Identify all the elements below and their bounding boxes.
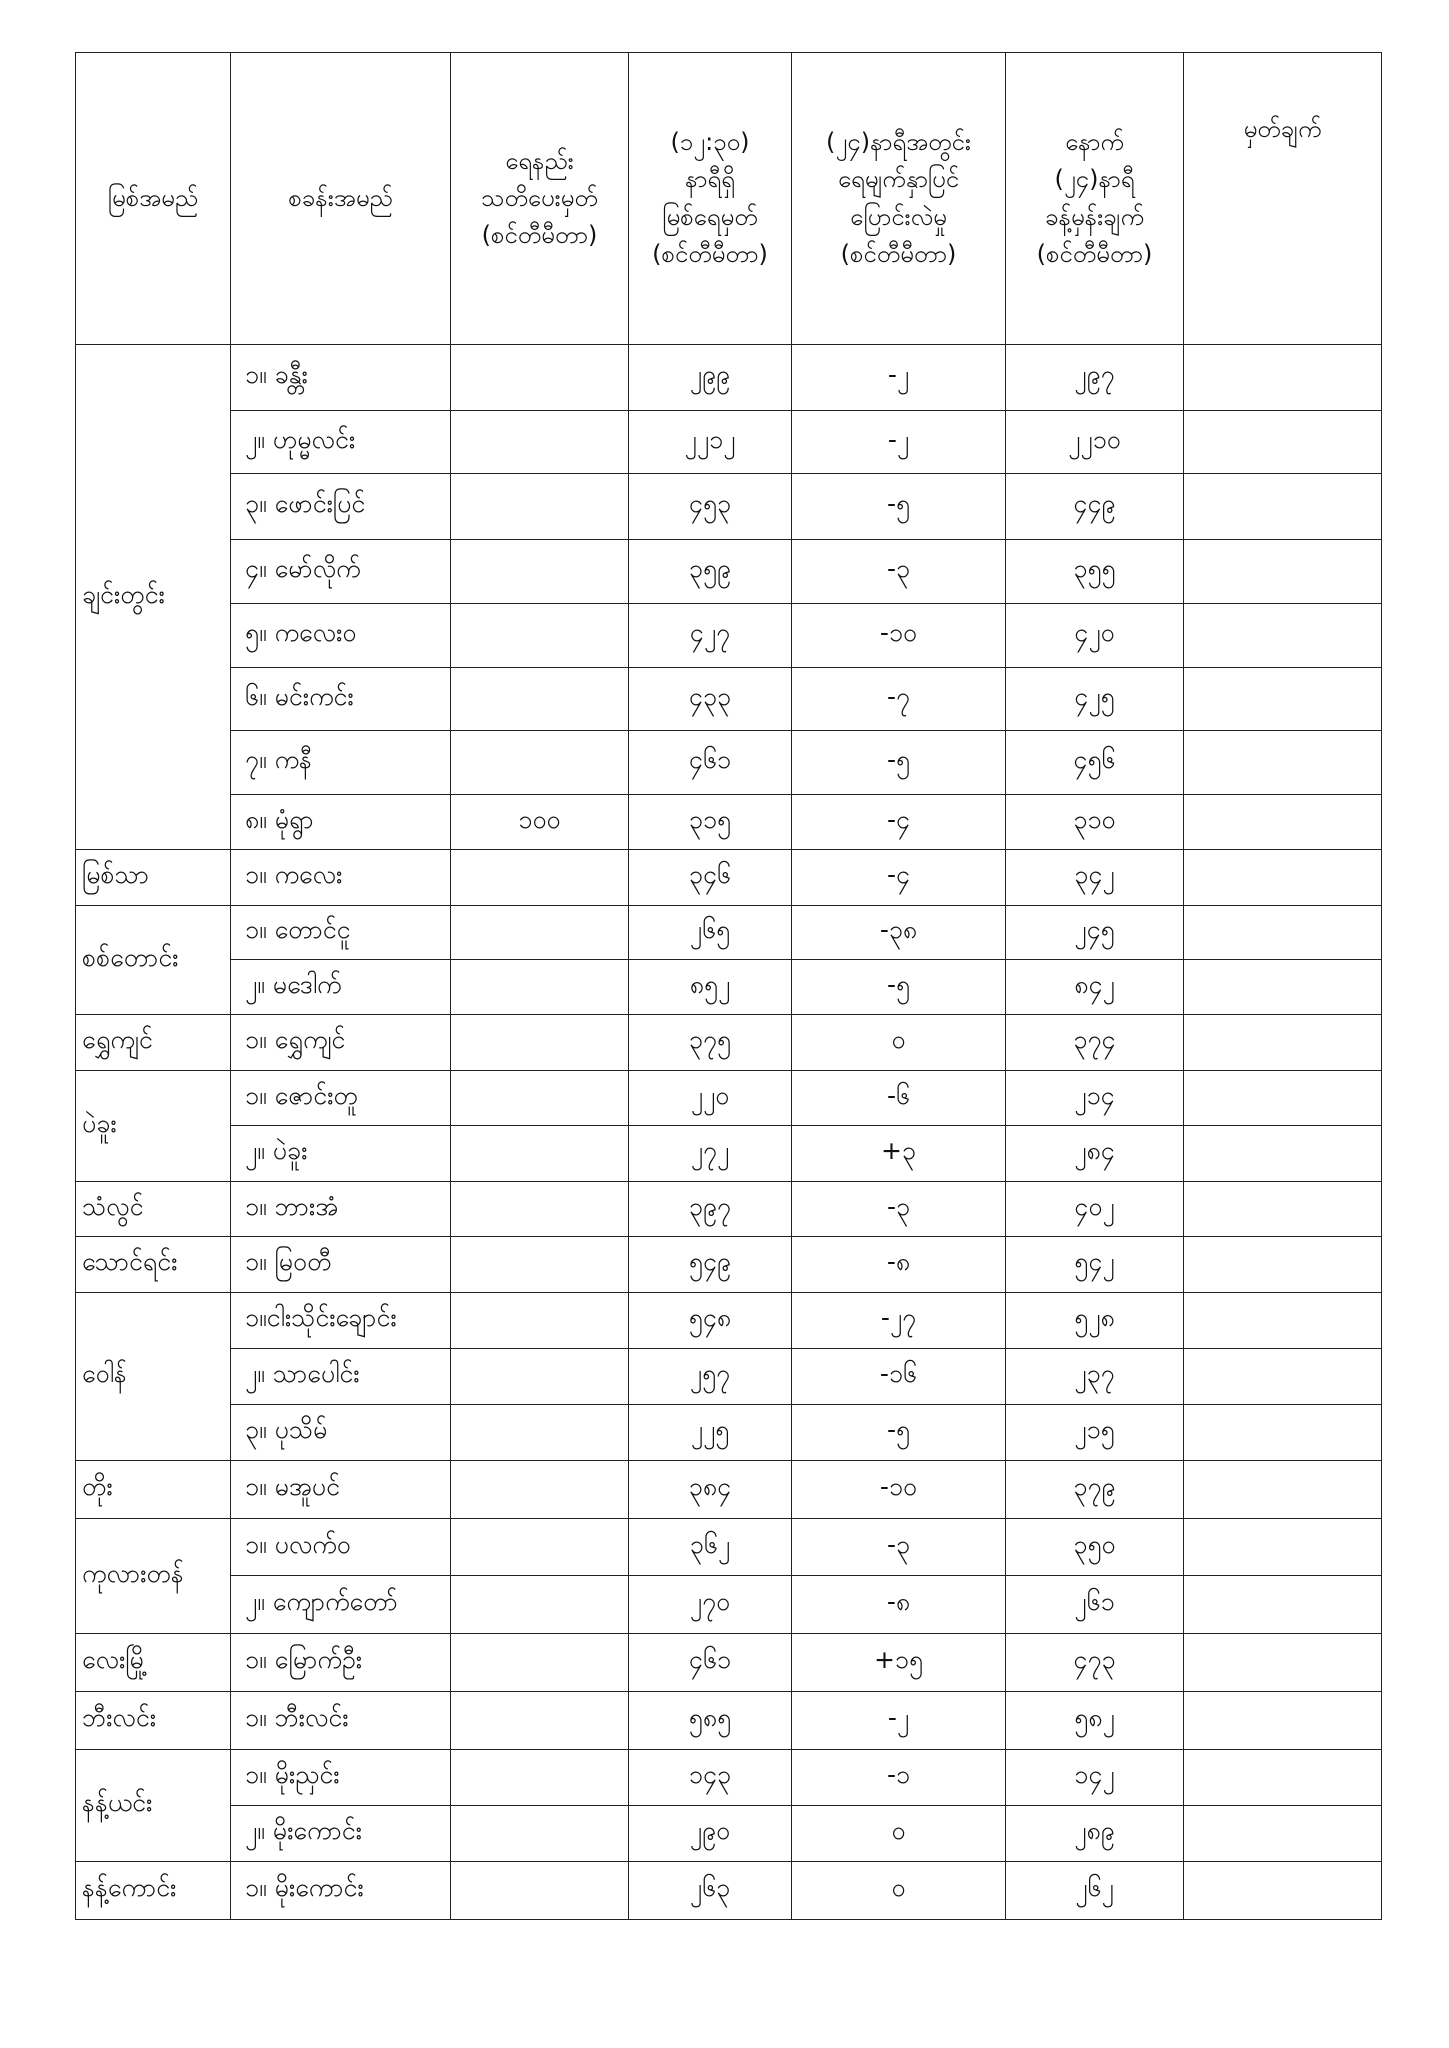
low-warning-cell <box>451 1349 629 1405</box>
level-change-cell: -၁၀ <box>792 604 1006 668</box>
header-station-name <box>231 53 451 345</box>
header-low-warning <box>451 53 629 345</box>
station-name-cell: ၁။ တောင်ငူ <box>231 906 451 960</box>
level-change-cell: -၄ <box>792 795 1006 850</box>
level-change-cell: -၅ <box>792 960 1006 1015</box>
station-name-cell: ၃။ ပုသိမ် <box>231 1405 451 1461</box>
remark-cell <box>1184 411 1382 474</box>
water-level-cell: ၂၇၀ <box>629 1576 792 1634</box>
low-warning-cell <box>451 604 629 668</box>
remark-cell <box>1184 731 1382 795</box>
header-24h-change <box>792 53 1006 345</box>
forecast-cell: ၄၀၂ <box>1006 1182 1184 1237</box>
table-row <box>76 474 1382 540</box>
remark-cell <box>1184 1237 1382 1293</box>
water-level-cell: ၂၅၇ <box>629 1349 792 1405</box>
table-row <box>76 411 1382 474</box>
forecast-cell: ၃၇၉ <box>1006 1461 1184 1519</box>
river-name-cell: တိုး <box>76 1461 231 1519</box>
header-line: ရေမျက်နှာပြင် <box>837 165 960 194</box>
low-warning-cell <box>451 1862 629 1920</box>
level-change-cell: -၂ <box>792 1692 1006 1750</box>
forecast-cell: ၃၄၂ <box>1006 850 1184 906</box>
water-level-cell: ၂၂၀ <box>629 1071 792 1126</box>
station-name-cell: ၁။ ဘီးလင်း <box>231 1692 451 1750</box>
river-name-cell: စစ်တောင်း <box>76 906 231 1015</box>
remark-cell <box>1184 1126 1382 1182</box>
water-level-cell: ၃၁၅ <box>629 795 792 850</box>
table-row <box>76 604 1382 668</box>
station-name-cell: ၂။ ကျောက်တော် <box>231 1576 451 1634</box>
water-level-cell: ၂၉၀ <box>629 1806 792 1862</box>
station-name-cell: ၂။ ဟုမ္မလင်း <box>231 411 451 474</box>
river-name-cell: နန့်ကောင်း <box>76 1862 231 1920</box>
table-row <box>76 1405 1382 1461</box>
level-change-cell: -၅ <box>792 731 1006 795</box>
table-body <box>76 345 1382 1920</box>
level-change-cell: +၁၅ <box>792 1634 1006 1692</box>
river-name-cell: သံလွင် <box>76 1182 231 1237</box>
station-name-cell: ၈။ မုံရွာ <box>231 795 451 850</box>
header-line: မြစ်အမည် <box>107 183 199 212</box>
water-level-cell: ၃၆၂ <box>629 1519 792 1576</box>
table-row <box>76 1576 1382 1634</box>
river-level-table <box>75 52 1382 1920</box>
level-change-cell: -၇ <box>792 668 1006 731</box>
low-warning-cell <box>451 1182 629 1237</box>
remark-cell <box>1184 906 1382 960</box>
remark-cell <box>1184 540 1382 604</box>
header-next-24h-forecast <box>1006 53 1184 345</box>
level-change-cell: -၂ <box>792 411 1006 474</box>
header-line: (၁၂:၃၀) <box>670 128 750 157</box>
forecast-cell: ၄၄၉ <box>1006 474 1184 540</box>
station-name-cell: ၁။ မိုးညှင်း <box>231 1750 451 1806</box>
remark-cell <box>1184 1182 1382 1237</box>
low-warning-cell <box>451 731 629 795</box>
remark-cell <box>1184 795 1382 850</box>
level-change-cell: -၈ <box>792 1237 1006 1293</box>
station-name-cell: ၂။ မဒေါက် <box>231 960 451 1015</box>
forecast-cell: ၈၄၂ <box>1006 960 1184 1015</box>
station-name-cell: ၃။ ဖောင်းပြင် <box>231 474 451 540</box>
station-name-cell: ၅။ ကလေးဝ <box>231 604 451 668</box>
header-line: (၂၄)နာရီ <box>1054 165 1135 194</box>
low-warning-cell <box>451 668 629 731</box>
station-name-cell: ၁။ မြဝတီ <box>231 1237 451 1293</box>
level-change-cell: -၂၇ <box>792 1293 1006 1349</box>
remark-cell <box>1184 1692 1382 1750</box>
low-warning-cell: ၁၀၀ <box>451 795 629 850</box>
level-change-cell: ၀ <box>792 1806 1006 1862</box>
header-remark <box>1184 53 1382 345</box>
table-row <box>76 1015 1382 1071</box>
station-name-cell: ၁။ ရွှေကျင် <box>231 1015 451 1071</box>
water-level-cell: ၂၉၉ <box>629 345 792 411</box>
table-row <box>76 1071 1382 1126</box>
forecast-cell: ၂၆၂ <box>1006 1862 1184 1920</box>
station-name-cell: ၂။ မိုးကောင်း <box>231 1806 451 1862</box>
forecast-cell: ၃၇၄ <box>1006 1015 1184 1071</box>
water-level-cell: ၈၅၂ <box>629 960 792 1015</box>
table-row <box>76 345 1382 411</box>
level-change-cell: -၃၈ <box>792 906 1006 960</box>
remark-cell <box>1184 1405 1382 1461</box>
river-name-cell: ပဲခူး <box>76 1071 231 1182</box>
remark-cell <box>1184 1576 1382 1634</box>
forecast-cell: ၄၂၅ <box>1006 668 1184 731</box>
water-level-cell: ၄၆၁ <box>629 1634 792 1692</box>
header-river-name <box>76 53 231 345</box>
remark-cell <box>1184 1015 1382 1071</box>
station-name-cell: ၂။ သာပေါင်း <box>231 1349 451 1405</box>
forecast-cell: ၅၂၈ <box>1006 1293 1184 1349</box>
table-row <box>76 540 1382 604</box>
river-name-cell: နန့်ယင်း <box>76 1750 231 1862</box>
station-name-cell: ၁။ ပလက်ဝ <box>231 1519 451 1576</box>
forecast-cell: ၂၆၁ <box>1006 1576 1184 1634</box>
table-row <box>76 1461 1382 1519</box>
low-warning-cell <box>451 474 629 540</box>
level-change-cell: -၃ <box>792 1182 1006 1237</box>
remark-cell <box>1184 1461 1382 1519</box>
table-row <box>76 1349 1382 1405</box>
level-change-cell: -၆ <box>792 1071 1006 1126</box>
table-row <box>76 795 1382 850</box>
header-line: နောက် <box>1065 128 1124 157</box>
water-level-cell: ၃၇၅ <box>629 1015 792 1071</box>
forecast-cell: ၂၉၇ <box>1006 345 1184 411</box>
remark-cell <box>1184 1519 1382 1576</box>
table-row <box>76 1862 1382 1920</box>
water-level-cell: ၂၆၃ <box>629 1862 792 1920</box>
level-change-cell: -၅ <box>792 474 1006 540</box>
table-row <box>76 1806 1382 1862</box>
forecast-cell: ၅၄၂ <box>1006 1237 1184 1293</box>
station-name-cell: ၄။ မော်လိုက် <box>231 540 451 604</box>
river-name-cell: ကုလားတန် <box>76 1519 231 1634</box>
low-warning-cell <box>451 1237 629 1293</box>
level-change-cell: -၈ <box>792 1576 1006 1634</box>
low-warning-cell <box>451 1293 629 1349</box>
header-line: နာရီရှိ <box>685 165 735 194</box>
remark-cell <box>1184 1750 1382 1806</box>
header-line: (စင်တီမီတာ) <box>481 221 598 250</box>
table-row <box>76 1182 1382 1237</box>
remark-cell <box>1184 345 1382 411</box>
station-name-cell: ၁။ ဘားအံ <box>231 1182 451 1237</box>
low-warning-cell <box>451 1071 629 1126</box>
station-name-cell: ၁။ မိုးကောင်း <box>231 1862 451 1920</box>
forecast-cell: ၂၈၄ <box>1006 1126 1184 1182</box>
header-line: ပြောင်းလဲမှု <box>850 202 947 231</box>
table-row <box>76 1519 1382 1576</box>
station-name-cell: ၁။ ကလေး <box>231 850 451 906</box>
water-level-cell: ၄၆၁ <box>629 731 792 795</box>
header-row <box>76 53 1382 345</box>
station-name-cell: ၁။ မအူပင် <box>231 1461 451 1519</box>
remark-cell <box>1184 1293 1382 1349</box>
header-line: စခန်းအမည် <box>288 183 393 212</box>
table-row <box>76 1293 1382 1349</box>
low-warning-cell <box>451 960 629 1015</box>
table-row <box>76 1634 1382 1692</box>
remark-cell <box>1184 1634 1382 1692</box>
water-level-cell: ၅၈၅ <box>629 1692 792 1750</box>
forecast-cell: ၄၂၀ <box>1006 604 1184 668</box>
water-level-cell: ၃၅၉ <box>629 540 792 604</box>
water-level-cell: ၁၄၃ <box>629 1750 792 1806</box>
table-row <box>76 960 1382 1015</box>
river-name-cell: သောင်ရင်း <box>76 1237 231 1293</box>
water-level-cell: ၃၉၇ <box>629 1182 792 1237</box>
level-change-cell: ၀ <box>792 1862 1006 1920</box>
level-change-cell: -၁၆ <box>792 1349 1006 1405</box>
station-name-cell: ၁။ မြောက်ဦး <box>231 1634 451 1692</box>
remark-cell <box>1184 850 1382 906</box>
level-change-cell: -၃ <box>792 540 1006 604</box>
low-warning-cell <box>451 1519 629 1576</box>
low-warning-cell <box>451 1015 629 1071</box>
water-level-cell: ၅၄၉ <box>629 1237 792 1293</box>
water-level-cell: ၅၄၈ <box>629 1293 792 1349</box>
level-change-cell: -၁ <box>792 1750 1006 1806</box>
low-warning-cell <box>451 1806 629 1862</box>
low-warning-cell <box>451 1405 629 1461</box>
forecast-cell: ၂၁၅ <box>1006 1405 1184 1461</box>
low-warning-cell <box>451 1750 629 1806</box>
water-level-cell: ၄၅၃ <box>629 474 792 540</box>
header-line: (စင်တီမီတာ) <box>840 239 957 268</box>
table-row <box>76 906 1382 960</box>
water-level-cell: ၂၂၅ <box>629 1405 792 1461</box>
header-line: ခန့်မှန်းချက် <box>1045 202 1144 231</box>
forecast-cell: ၅၈၂ <box>1006 1692 1184 1750</box>
station-name-cell: ၁။ငါးသိုင်းချောင်း <box>231 1293 451 1349</box>
forecast-cell: ၂၂၁၀ <box>1006 411 1184 474</box>
low-warning-cell <box>451 1576 629 1634</box>
remark-cell <box>1184 1349 1382 1405</box>
forecast-cell: ၃၅၅ <box>1006 540 1184 604</box>
river-name-cell: ဝေါန် <box>76 1293 231 1461</box>
water-level-cell: ၂၂၁၂ <box>629 411 792 474</box>
river-name-cell: ဘီးလင်း <box>76 1692 231 1750</box>
level-change-cell: ၀ <box>792 1015 1006 1071</box>
header-line: (စင်တီမီတာ) <box>1036 239 1153 268</box>
forecast-cell: ၂၄၅ <box>1006 906 1184 960</box>
level-change-cell: -၅ <box>792 1405 1006 1461</box>
forecast-cell: ၄၅၆ <box>1006 731 1184 795</box>
remark-cell <box>1184 668 1382 731</box>
remark-cell <box>1184 1806 1382 1862</box>
table-row <box>76 731 1382 795</box>
header-line: သတိပေးမှတ် <box>481 183 598 212</box>
low-warning-cell <box>451 906 629 960</box>
water-level-cell: ၂၇၂ <box>629 1126 792 1182</box>
water-level-cell: ၃၄၆ <box>629 850 792 906</box>
water-level-cell: ၂၆၅ <box>629 906 792 960</box>
river-name-cell: ချင်းတွင်း <box>76 345 231 850</box>
header-line: (စင်တီမီတာ) <box>652 239 768 268</box>
level-change-cell: -၁၀ <box>792 1461 1006 1519</box>
forecast-cell: ၂၁၄ <box>1006 1071 1184 1126</box>
remark-cell <box>1184 1071 1382 1126</box>
low-warning-cell <box>451 1634 629 1692</box>
level-change-cell: +၃ <box>792 1126 1006 1182</box>
header-current-level <box>629 53 792 345</box>
forecast-cell: ၁၄၂ <box>1006 1750 1184 1806</box>
forecast-cell: ၄၇၃ <box>1006 1634 1184 1692</box>
station-name-cell: ၁။ ခန္တီး <box>231 345 451 411</box>
level-change-cell: -၂ <box>792 345 1006 411</box>
header-line: မှတ်ချက် <box>1243 115 1322 143</box>
table-row <box>76 668 1382 731</box>
station-name-cell: ၇။ ကနီ <box>231 731 451 795</box>
remark-cell <box>1184 604 1382 668</box>
water-level-cell: ၄၃၃ <box>629 668 792 731</box>
low-warning-cell <box>451 1461 629 1519</box>
forecast-cell: ၂၃၇ <box>1006 1349 1184 1405</box>
forecast-cell: ၃၅၀ <box>1006 1519 1184 1576</box>
station-name-cell: ၆။ မင်းကင်း <box>231 668 451 731</box>
water-level-cell: ၄၂၇ <box>629 604 792 668</box>
table-row <box>76 1750 1382 1806</box>
low-warning-cell <box>451 411 629 474</box>
table-row <box>76 1237 1382 1293</box>
water-level-cell: ၃၈၄ <box>629 1461 792 1519</box>
remark-cell <box>1184 960 1382 1015</box>
forecast-cell: ၂၈၉ <box>1006 1806 1184 1862</box>
level-change-cell: -၄ <box>792 850 1006 906</box>
forecast-cell: ၃၁၀ <box>1006 795 1184 850</box>
header-line: မြစ်ရေမှတ် <box>662 202 758 231</box>
low-warning-cell <box>451 345 629 411</box>
remark-cell <box>1184 474 1382 540</box>
table-row <box>76 850 1382 906</box>
low-warning-cell <box>451 850 629 906</box>
header-line: ရေနည်း <box>505 146 574 175</box>
table-row <box>76 1692 1382 1750</box>
station-name-cell: ၁။ ဇောင်းတူ <box>231 1071 451 1126</box>
header-line: (၂၄)နာရီအတွင်း <box>826 128 971 157</box>
low-warning-cell <box>451 1126 629 1182</box>
river-name-cell: မြစ်သာ <box>76 850 231 906</box>
remark-cell <box>1184 1862 1382 1920</box>
low-warning-cell <box>451 540 629 604</box>
river-name-cell: လေးမြို့ <box>76 1634 231 1692</box>
station-name-cell: ၂။ ပဲခူး <box>231 1126 451 1182</box>
low-warning-cell <box>451 1692 629 1750</box>
river-name-cell: ရွှေကျင် <box>76 1015 231 1071</box>
table-row <box>76 1126 1382 1182</box>
level-change-cell: -၃ <box>792 1519 1006 1576</box>
